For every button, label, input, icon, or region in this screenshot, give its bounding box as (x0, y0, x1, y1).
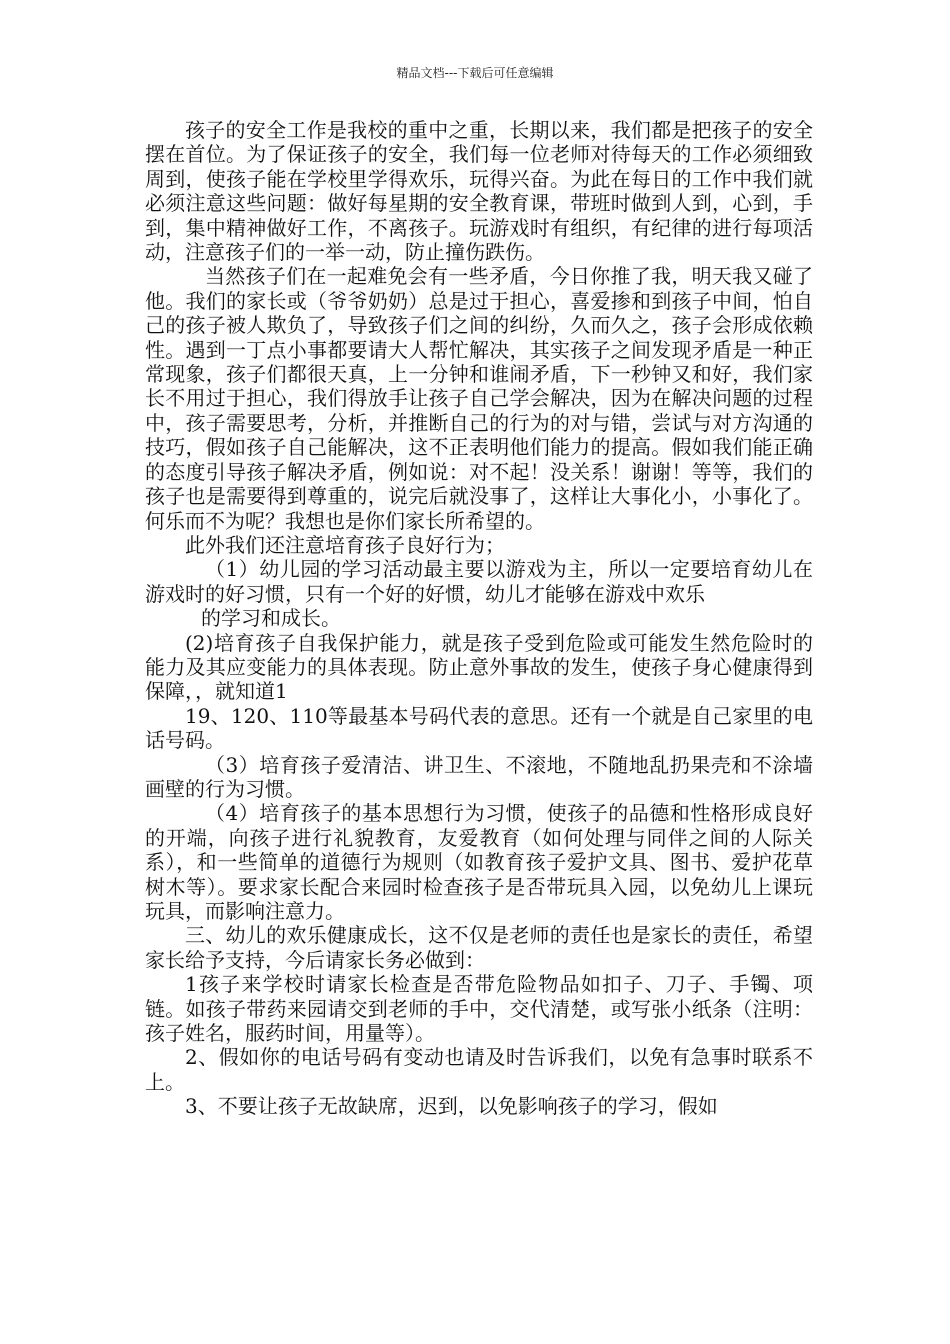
paragraph-item-3: （3）培育孩子爱清洁、讲卫生、不滚地，不随地乱扔果壳和不涂墙画壁的行为习惯。 (145, 752, 813, 801)
paragraph-item-1: （1）幼儿园的学习活动最主要以游戏为主，所以一定要培育幼儿在游戏时的好习惯，只有一个好的好惯，幼儿才能够在游戏中欢乐 (145, 557, 813, 606)
paragraph-conflicts: 当然孩子们在一起难免会有一些矛盾，今日你推了我，明天我又碰了他。我们的家长或（爷爷奶奶）总是过于担心，喜爱掺和到孩子中间，怕自己的孩子被人欺负了，导致孩子们之间的纠纷，久而久之，孩子会形成依赖性。遇到一丁点小事都要请大人帮忙解决，其实孩子之间发现矛盾是一种正常现象，孩子们都很天真，上一分钟和谁闹矛盾，下一秒钟又和好，我们家长不用过于担心，我们得放手让孩子自己学会解决，因为在解决问题的过程中，孩子需要思考，分析，并推断自己的行为的对与错，尝试与对方沟通的技巧，假如孩子自己能解决，这不正表明他们能力的提高。假如我们能正确的态度引导孩子解决矛盾，例如说：对不起！没关系！谢谢！等等，我们的孩子也是需要得到尊重的，说完后就没事了，这样让大事化小，小事化了。何乐而不为呢？我想也是你们家长所希望的。 (145, 264, 813, 533)
paragraph-item-2-continued: 19、120、110等最基本号码代表的意思。还有一个就是自己家里的电话号码。 (145, 703, 813, 753)
paragraph-request-2: 2、假如你的电话号码有变动也请及时告诉我们，以免有急事时联系不上。 (145, 1045, 813, 1094)
paragraph-item-1-continued: 的学习和成长。 (201, 606, 341, 631)
paragraph-item-4: （4）培育孩子的基本思想行为习惯，使孩子的品德和性格形成良好的开端，向孩子进行礼貌教育，友爱教育（如何处理与同伴之间的人际关系），和一些简单的道德行为规则（如教育孩子爱护文具、图书、爱护花草树木等）。要求家长配合来园时检查孩子是否带玩具入园，以免幼儿上课玩玩具，而影响注意力。 (145, 801, 813, 923)
paragraph-good-behavior-intro: 此外我们还注意培育孩子良好行为； (185, 532, 505, 557)
paragraph-item-2: (2)培育孩子自我保护能力，就是孩子受到危险或可能发生然危险时的能力及其应变能力的具体表现。防止意外事故的发生，使孩子身心健康得到保障，，就知道1 (145, 630, 813, 704)
paragraph-request-3: 3、不要让孩子无故缺席，迟到，以免影响孩子的学习，假如 (185, 1094, 718, 1119)
document-body (145, 118, 813, 1119)
page-header: 精品文档---下载后可任意编辑 (396, 66, 554, 80)
paragraph-request-1: 1孩子来学校时请家长检查是否带危险物品如扣子、刀子、手镯、项链。如孩子带药来园请交到老师的手中，交代清楚，或写张小纸条（注明：孩子姓名，服药时间，用量等）。 (145, 972, 813, 1046)
paragraph-section-3: 三、幼儿的欢乐健康成长，这不仅是老师的责任也是家长的责任，希望家长给予支持，今后请家长务必做到： (145, 923, 813, 972)
paragraph-safety-work: 孩子的安全工作是我校的重中之重，长期以来，我们都是把孩子的安全摆在首位。为了保证孩子的安全，我们每一位老师对待每天的工作必须细致周到，使孩子能在学校里学得欢乐，玩得兴奋。为此在每日的工作中我们就必须注意这些问题：做好每星期的安全教育课，带班时做到人到，心到，手到，集中精神做好工作，不离孩子。玩游戏时有组织，有纪律的进行每项活动，注意孩子们的一举一动，防止撞伤跌伤。 (145, 118, 813, 265)
